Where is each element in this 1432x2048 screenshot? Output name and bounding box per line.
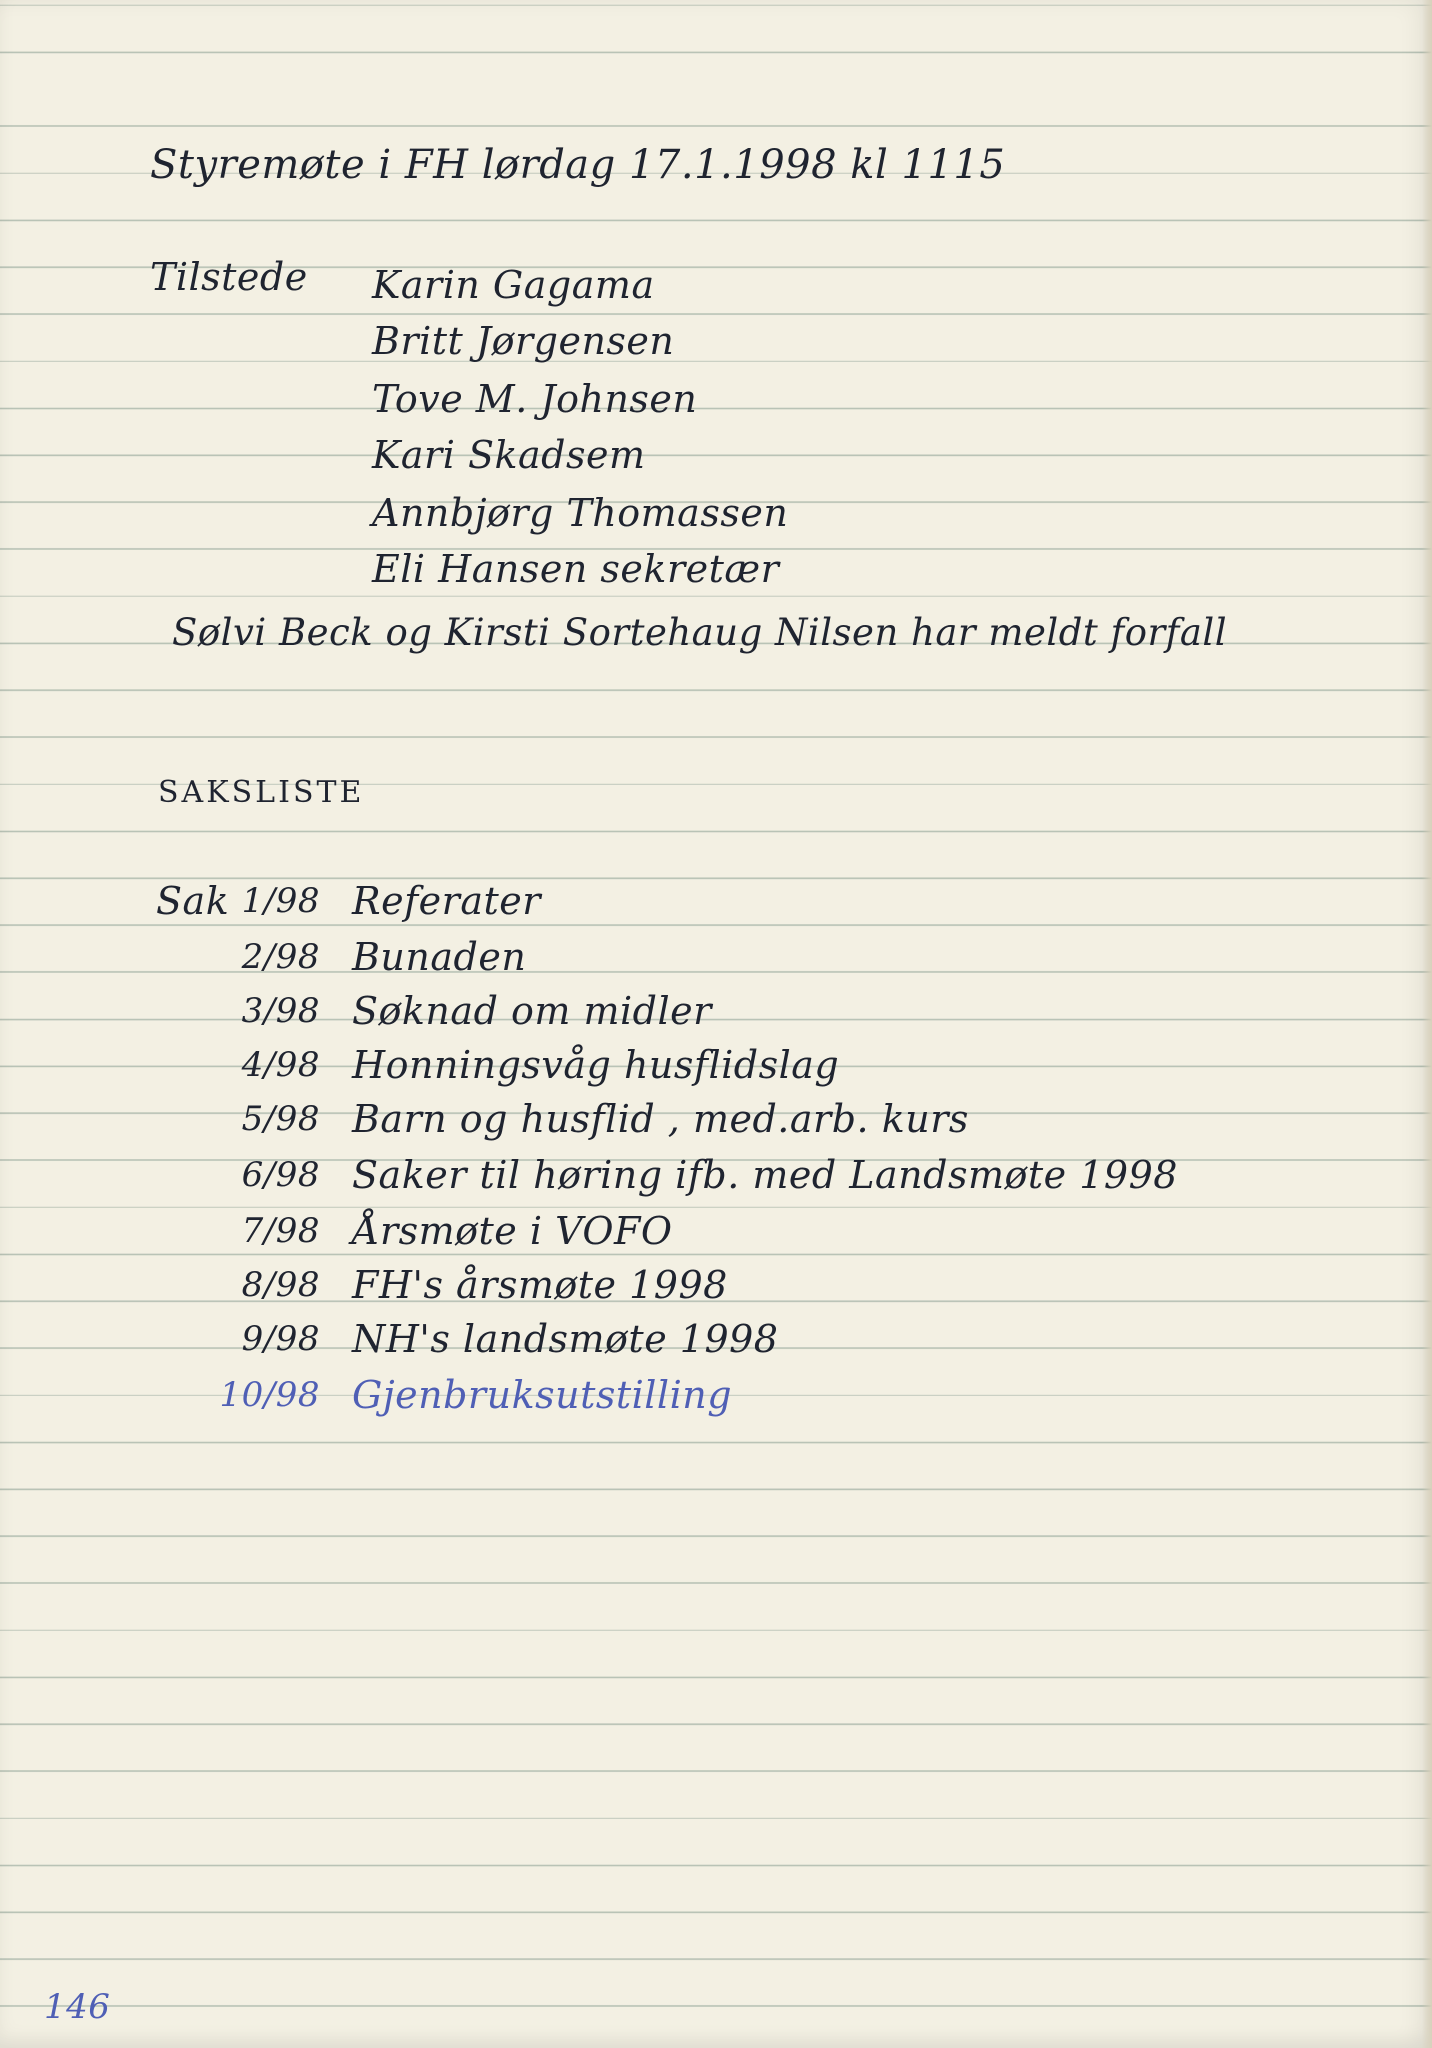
agenda-item-number: 2/98 (241, 937, 320, 977)
agenda-item-number: 7/98 (241, 1211, 320, 1251)
attendee-name: Karin Gagama (372, 263, 655, 307)
agenda-item-title: FH's årsmøte 1998 (352, 1263, 728, 1307)
agenda-item-title: Søknad om midler (352, 989, 712, 1033)
agenda-item-title: NH's landsmøte 1998 (352, 1317, 779, 1361)
agenda-heading: SAKSLISTE (158, 775, 365, 810)
agenda-item-number: 6/98 (241, 1155, 320, 1195)
attendee-name: Annbjørg Thomassen (372, 491, 789, 535)
agenda-item-number: 1/98 (241, 881, 320, 921)
agenda-item-title: Bunaden (352, 935, 527, 979)
attendance-label: Tilstede (150, 255, 308, 299)
attendee-name: Britt Jørgensen (372, 319, 675, 363)
attendee-name: Eli Hansen sekretær (372, 547, 780, 591)
page-number: 146 (44, 1987, 111, 2027)
agenda-item-title: Referater (352, 879, 541, 923)
agenda-case-word: Sak (156, 879, 230, 923)
meeting-title: Styremøte i FH lørdag 17.1.1998 kl 1115 (150, 142, 1006, 188)
agenda-item-number: 8/98 (241, 1265, 320, 1305)
agenda-item-number: 9/98 (241, 1319, 320, 1359)
agenda-item-title: Honningsvåg husflidslag (352, 1043, 840, 1087)
absence-note: Sølvi Beck og Kirsti Sortehaug Nilsen har meldt forfall (172, 611, 1228, 654)
attendee-name: Kari Skadsem (372, 433, 646, 477)
agenda-item-number: 3/98 (241, 991, 320, 1031)
agenda-item-number: 10/98 (219, 1375, 320, 1415)
agenda-item-number: 5/98 (241, 1099, 320, 1139)
agenda-item-number: 4/98 (241, 1045, 320, 1085)
agenda-item-title: Gjenbruksutstilling (352, 1373, 733, 1417)
page-edge-shadow (1422, 0, 1432, 2048)
agenda-item-title: Barn og husflid , med.arb. kurs (352, 1097, 969, 1141)
attendee-name: Tove M. Johnsen (372, 377, 698, 421)
agenda-item-title: Årsmøte i VOFO (352, 1209, 673, 1253)
agenda-item-title: Saker til høring ifb. med Landsmøte 1998 (352, 1153, 1178, 1197)
